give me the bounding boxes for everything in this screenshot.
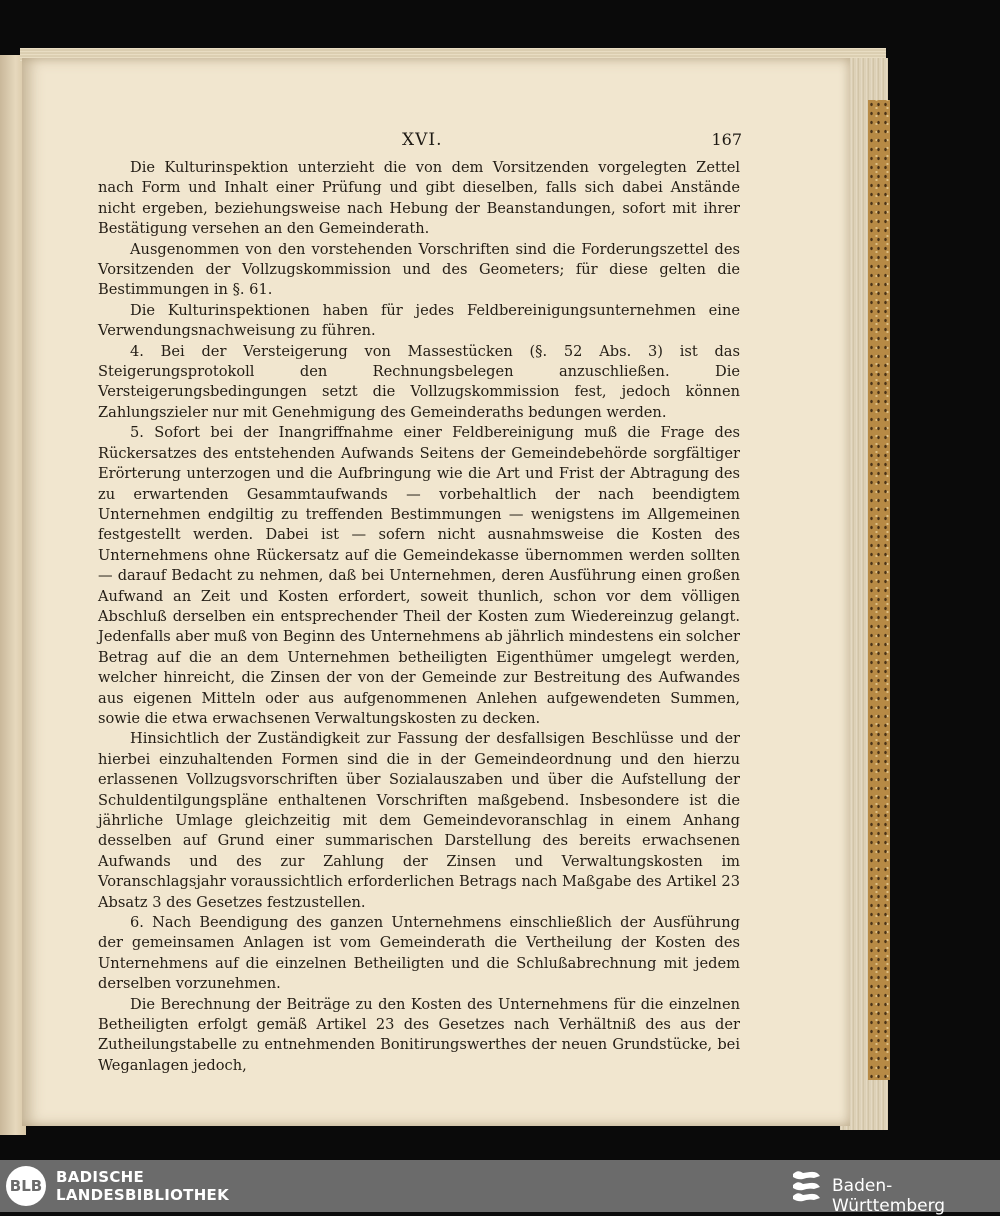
chapter-heading: XVI. — [402, 130, 443, 150]
paragraph: Die Kulturinspektionen haben für jedes Feldbereinigungsunternehmen eine Verwendungsnachweisung zu führen. — [98, 301, 740, 340]
library-name-line2: LANDESBIBLIOTHEK — [56, 1186, 230, 1204]
paragraph: Ausgenommen von den vorstehenden Vorschriften sind die Forderungszettel des Vorsitzenden der Vollzugskommission und des Geometers; für diese gelten die Bestimmungen in §. 61. — [98, 240, 740, 299]
footer-bar — [0, 1160, 1000, 1216]
page-number: 167 — [711, 130, 742, 149]
paragraph: Hinsichtlich der Zuständigkeit zur Fassung der desfallsigen Beschlüsse und der hierbei einzuhaltenden Formen sind die in der Gemeindeordnung und den hierzu erlassenen Vollzugsvorschriften über Sozialauszaben und über die Aufstellung der Schuldentilgungspläne enthaltenen Vorschriften maßgebend. Insbesondere ist die jährliche Umlage gleichzeitig mit dem Gemeindevoranschlag in einem Anhang desselben auf Grund einer summarischen Darstellung des bereits erwachsenen Aufwands und des zur Zahlung der Zinsen und Verwaltungskosten im Voranschlagsjahr voraussichtlich erforderlichen Betrags nach Maßgabe des Artikel 23 Absatz 3 des Gesetzes festzustellen. — [98, 730, 740, 911]
paragraph: Die Kulturinspektion unterzieht die von dem Vorsitzenden vorgelegten Zettel nach Form und Inhalt einer Prüfung und gibt dieselben, falls sich dabei Anstände nicht ergeben, beziehungsweise nach Hebung der Beanstandungen, sofort mit ihrer Bestätigung versehen an den Gemeinderath. — [98, 159, 740, 238]
page-header — [22, 130, 850, 156]
paragraph: 4. Bei der Versteigerung von Massestücken (§. 52 Abs. 3) ist das Steigerungsprotokoll den Rechnungsbelegen anzuschließen. Die Versteigerungsbedingungen setzt die Vollzugskommission fest, jedoch können Zahlungszieler nur mit Genehmigung des Gemeinderaths bedungen werden. — [98, 342, 740, 421]
book-page — [22, 58, 850, 1126]
paragraph: 6. Nach Beendigung des ganzen Unternehmens einschließlich der Ausführung der gemeinsamen Anlagen ist vom Gemeinderath die Vertheilung der Kosten des Unternehmens auf die einzelnen Betheiligten und die Schlußabrechnung mit jedem derselben vorzunehmen. — [98, 914, 740, 993]
lions-crest-icon — [790, 1168, 824, 1204]
blb-logo[interactable]: BLB — [6, 1166, 46, 1206]
body-text — [98, 158, 740, 1076]
state-name[interactable]: Baden-Württemberg — [832, 1176, 946, 1216]
book-cover-edge — [868, 100, 890, 1080]
library-name[interactable] — [56, 1168, 229, 1204]
paragraph: 5. Sofort bei der Inangriffnahme einer Feldbereinigung muß die Frage des Rückersatzes des entstehenden Aufwands Seitens der Gemeindebehörde sorgfältiger Erörterung unterzogen und die Aufbringung wie die Art und Frist der Abtragung des zu erwartenden Gesammtaufwands — vorbehaltlich der nach beendigtem Unternehmen endgiltig zu treffenden Bestimmungen — wenigstens im Allgemeinen festgestellt werden. Dabei ist — sofern nicht ausnahmsweise die Kosten des Unternehmens ohne Rückersatz auf die Gemeindekasse übernommen werden sollten — darauf Bedacht zu nehmen, daß bei Unternehmen, deren Ausführung einen großen Aufwand an Zeit und Kosten erfordert, soweit thunlich, schon vor dem völligen Abschluß derselben ein entsprechender Theil der Kosten zum Wiedereinzug gelangt. Jedenfalls aber muß von Beginn des Unternehmens ab jährlich mindestens ein solcher Betrag auf die an dem Unternehmen betheiligten Eigenthümer umgelegt werden, welcher hinreicht, die Zinsen der von der Gemeinde zur Bestreitung des Aufwandes aus eigenen Mitteln oder aus aufgenommenen Anlehen aufgewendeten Summen, sowie die etwa erwachsenen Verwaltungskosten zu decken. — [98, 424, 740, 727]
paragraph: Die Berechnung der Beiträge zu den Kosten des Unternehmens für die einzelnen Betheiligten erfolgt gemäß Artikel 23 des Gesetzes nach Verhältniß des aus der Zutheilungstabelle zu entnehmenden Bonitirungswerthes der neuen Grundstücke, bei Weganlagen jedoch, — [98, 995, 740, 1074]
library-name-line1: BADISCHE — [56, 1168, 145, 1186]
